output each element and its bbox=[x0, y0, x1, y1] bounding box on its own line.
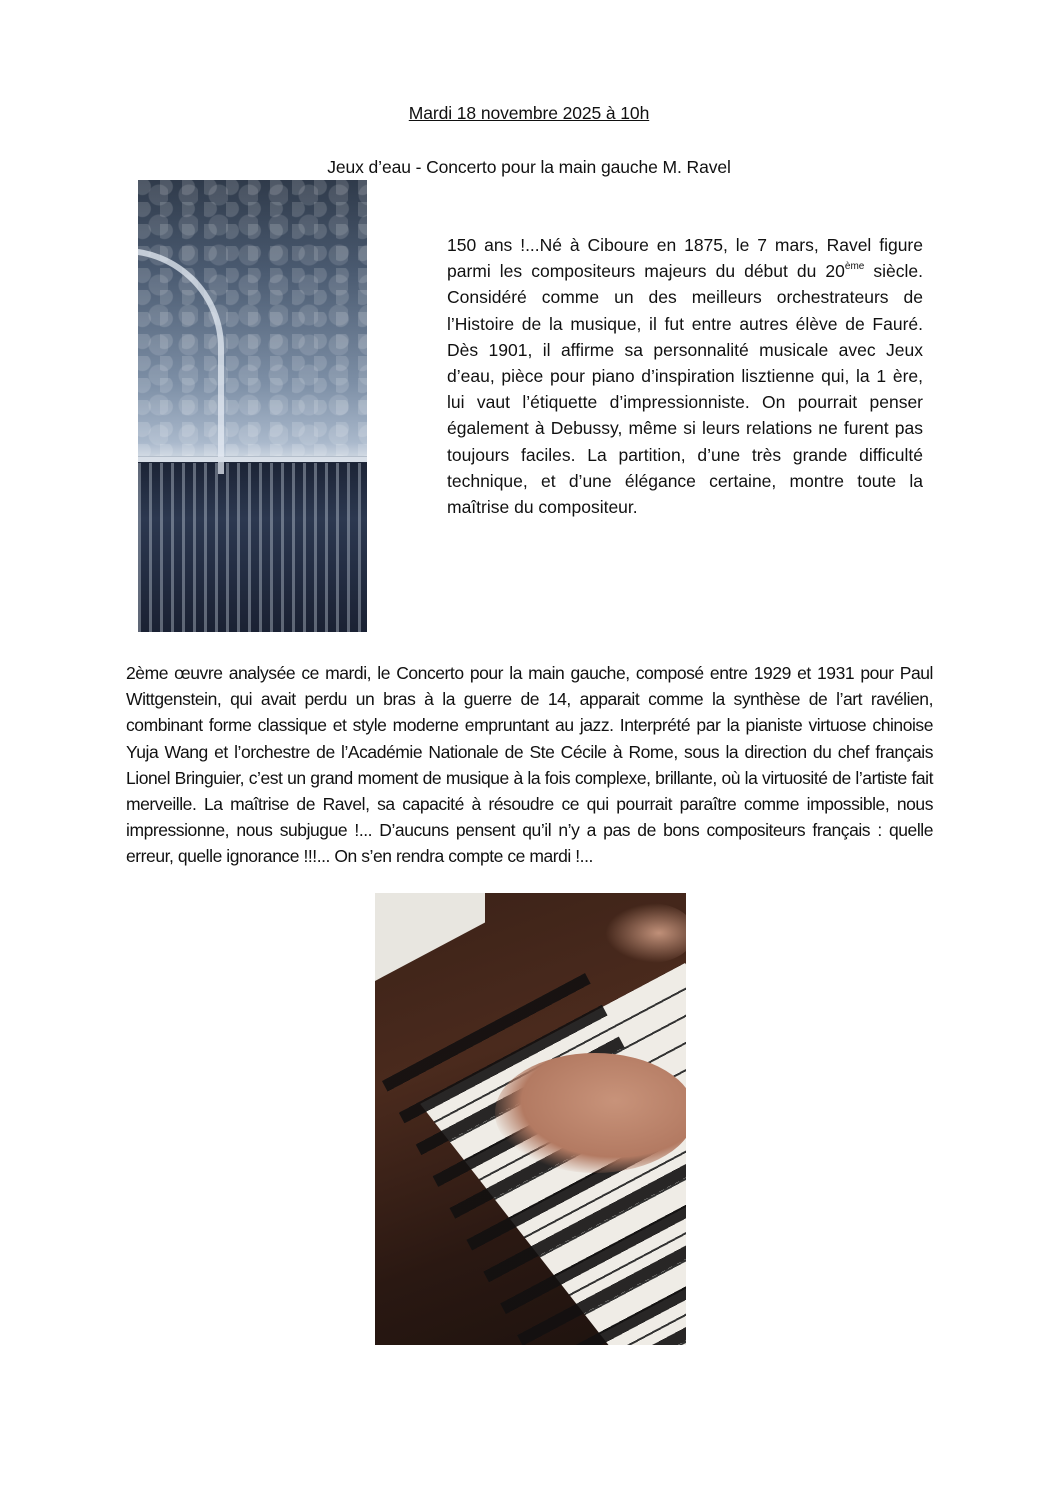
piano-hands-image bbox=[375, 893, 686, 1345]
event-date-heading: Mardi 18 novembre 2025 à 10h bbox=[408, 103, 650, 123]
program-subtitle-text: Jeux d’eau - Concerto pour la main gauche M. Ravel bbox=[327, 157, 731, 177]
left-hand bbox=[495, 1053, 686, 1173]
concerto-paragraph: 2ème œuvre analysée ce mardi, le Concerto pour la main gauche, composé entre 1929 et 1931 pour Paul Wittgenstein, qui avait perdu un bras à la guerre de 14, apparait comme la synthèse de l’art ravélien, combinant forme classique et style moderne empruntant au jazz. Interprété par la pianiste virtuose chinoise Yuja Wang et l’orchestre de l’Académie Nationale de Ste Cécile à Rome, sous la direction du chef français Lionel Bringuier, c’est un grand moment de musique à la fois complexe, brillante, où la virtuosité de l’artiste fait merveille. La maîtrise de Ravel, sa capacité à résoudre ce qui pourrait paraître comme impossible, nous impressionne, nous subjugue !... D’aucuns pensent qu’il n’y a pas de bons compositeurs français : quelle erreur, quelle ignorance !!!... On s’en rendra compte ce mardi !... bbox=[126, 663, 933, 867]
intro-superscript: ème bbox=[844, 261, 865, 273]
program-subtitle bbox=[0, 157, 1058, 178]
sheet-music bbox=[375, 893, 485, 981]
fountain-water-image bbox=[138, 180, 367, 632]
water-streaks bbox=[138, 463, 367, 633]
right-hand bbox=[605, 903, 686, 963]
intro-text-part2: siècle. Considéré comme un des meilleurs orchestrateurs de l’Histoire de la musique, il fut entre autres élève de Fauré. Dès 1901, il affirme sa personnalité musicale avec Jeux d’eau, pièce pour piano d’inspiration lisztienne qui, la 1 ère, lui vaut l’étiquette d’impressionniste. On pourrait penser également à Debussy, même si leurs relations ne furent pas toujours faciles. La partition, d’une très grande difficulté technique, et d’une élégance certaine, montre toute la maîtrise du compositeur. bbox=[447, 261, 924, 518]
intro-paragraph bbox=[447, 232, 923, 520]
fountain-ledge bbox=[138, 457, 367, 462]
intro-text-part1: 150 ans !...Né à Ciboure en 1875, le 7 mars, Ravel figure parmi les compositeurs majeurs du début du 20 bbox=[447, 235, 923, 282]
